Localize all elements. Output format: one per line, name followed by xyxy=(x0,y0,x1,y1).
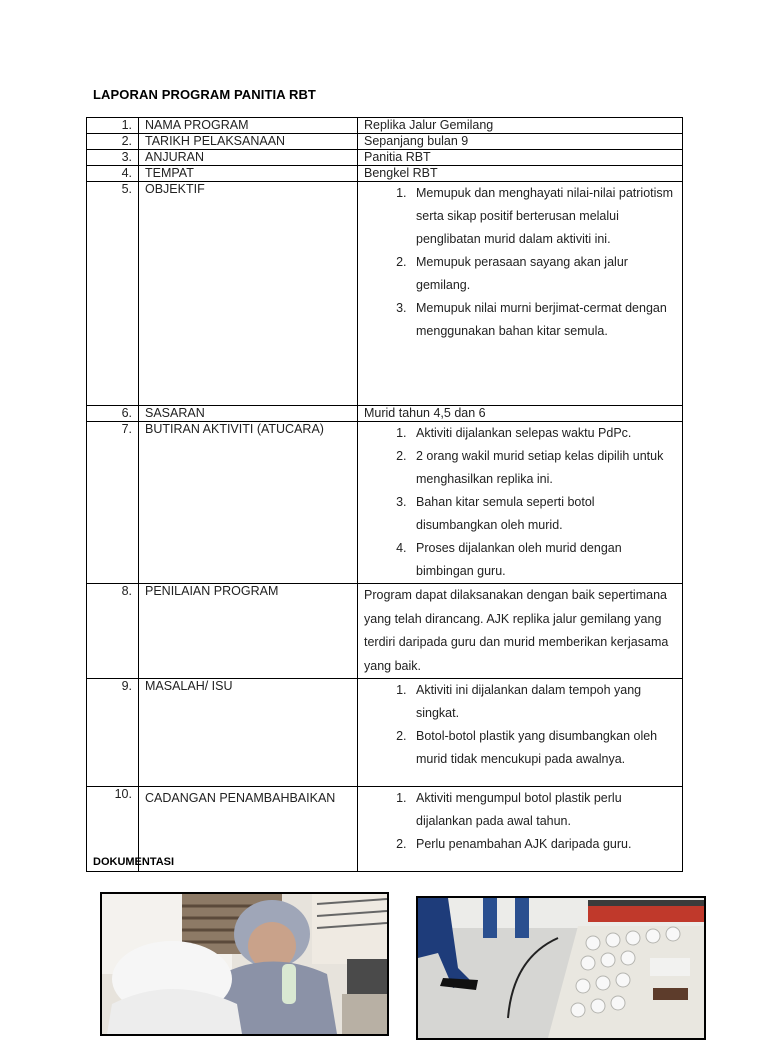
row-value: Replika Jalur Gemilang xyxy=(358,118,683,134)
documentation-photo-2 xyxy=(416,896,706,1040)
suggestion-list xyxy=(364,787,676,856)
report-table xyxy=(86,117,683,872)
row-value xyxy=(358,787,683,872)
row-number: 2. xyxy=(87,134,139,150)
row-value xyxy=(358,182,683,406)
row-value: Panitia RBT xyxy=(358,150,683,166)
issue-list xyxy=(364,679,676,771)
list-item: 2. Perlu penambahan AJK daripada guru. xyxy=(410,833,676,856)
list-item: 4. Proses dijalankan oleh murid dengan bimbingan guru. xyxy=(410,537,676,583)
row-label: NAMA PROGRAM xyxy=(139,118,358,134)
table-row xyxy=(87,150,683,166)
table-row xyxy=(87,166,683,182)
report-title: LAPORAN PROGRAM PANITIA RBT xyxy=(93,87,316,102)
row-value: Bengkel RBT xyxy=(358,166,683,182)
row-value xyxy=(358,422,683,584)
row-number: 9. xyxy=(87,679,139,787)
row-value xyxy=(358,679,683,787)
row-value: Murid tahun 4,5 dan 6 xyxy=(358,406,683,422)
row-label: CADANGAN PENAMBAHBAIKAN xyxy=(139,787,358,872)
list-item: 2. Memupuk perasaan sayang akan jalur gemilang. xyxy=(410,251,676,297)
row-label: ANJURAN xyxy=(139,150,358,166)
list-item: 1. Aktiviti mengumpul botol plastik perlu dijalankan pada awal tahun. xyxy=(410,787,676,833)
row-label: OBJEKTIF xyxy=(139,182,358,406)
table-row xyxy=(87,679,683,787)
evaluation-text: Program dapat dilaksanakan dengan baik sepertimana yang telah dirancang. AJK replika jalur gemilang yang terdiri daripada guru dan murid memberikan kerjasama yang baik. xyxy=(364,588,669,673)
list-item: 1. Aktiviti dijalankan selepas waktu PdPc. xyxy=(410,422,676,445)
table-row xyxy=(87,787,683,872)
table-row xyxy=(87,584,683,679)
table-row xyxy=(87,134,683,150)
row-value xyxy=(358,584,683,679)
table-row xyxy=(87,406,683,422)
documentation-photo-1 xyxy=(100,892,389,1036)
row-number: 5. xyxy=(87,182,139,406)
activity-list xyxy=(364,422,676,583)
table-row xyxy=(87,422,683,584)
row-label: PENILAIAN PROGRAM xyxy=(139,584,358,679)
row-label: SASARAN xyxy=(139,406,358,422)
row-label: TARIKH PELAKSANAAN xyxy=(139,134,358,150)
row-label: BUTIRAN AKTIVITI (ATUCARA) xyxy=(139,422,358,584)
row-number: 4. xyxy=(87,166,139,182)
row-number: 10. xyxy=(87,787,139,872)
table-row xyxy=(87,118,683,134)
row-number: 6. xyxy=(87,406,139,422)
list-item: 2. 2 orang wakil murid setiap kelas dipilih untuk menghasilkan replika ini. xyxy=(410,445,676,491)
list-item: 1. Memupuk dan menghayati nilai-nilai patriotism serta sikap positif berterusan melalui penglibatan murid dalam aktiviti ini. xyxy=(410,182,676,251)
documentation-heading: DOKUMENTASI xyxy=(93,856,175,868)
row-label: MASALAH/ ISU xyxy=(139,679,358,787)
list-item: 1. Aktiviti ini dijalankan dalam tempoh yang singkat. xyxy=(410,679,676,725)
row-number: 7. xyxy=(87,422,139,584)
row-number: 8. xyxy=(87,584,139,679)
table-row xyxy=(87,182,683,406)
row-value: Sepanjang bulan 9 xyxy=(358,134,683,150)
row-number: 1. xyxy=(87,118,139,134)
list-item: 3. Bahan kitar semula seperti botol disumbangkan oleh murid. xyxy=(410,491,676,537)
row-number: 3. xyxy=(87,150,139,166)
objective-list xyxy=(364,182,676,343)
list-item: 2. Botol-botol plastik yang disumbangkan oleh murid tidak mencukupi pada awalnya. xyxy=(410,725,676,771)
list-item: 3. Memupuk nilai murni berjimat-cermat dengan menggunakan bahan kitar semula. xyxy=(410,297,676,343)
row-label: TEMPAT xyxy=(139,166,358,182)
